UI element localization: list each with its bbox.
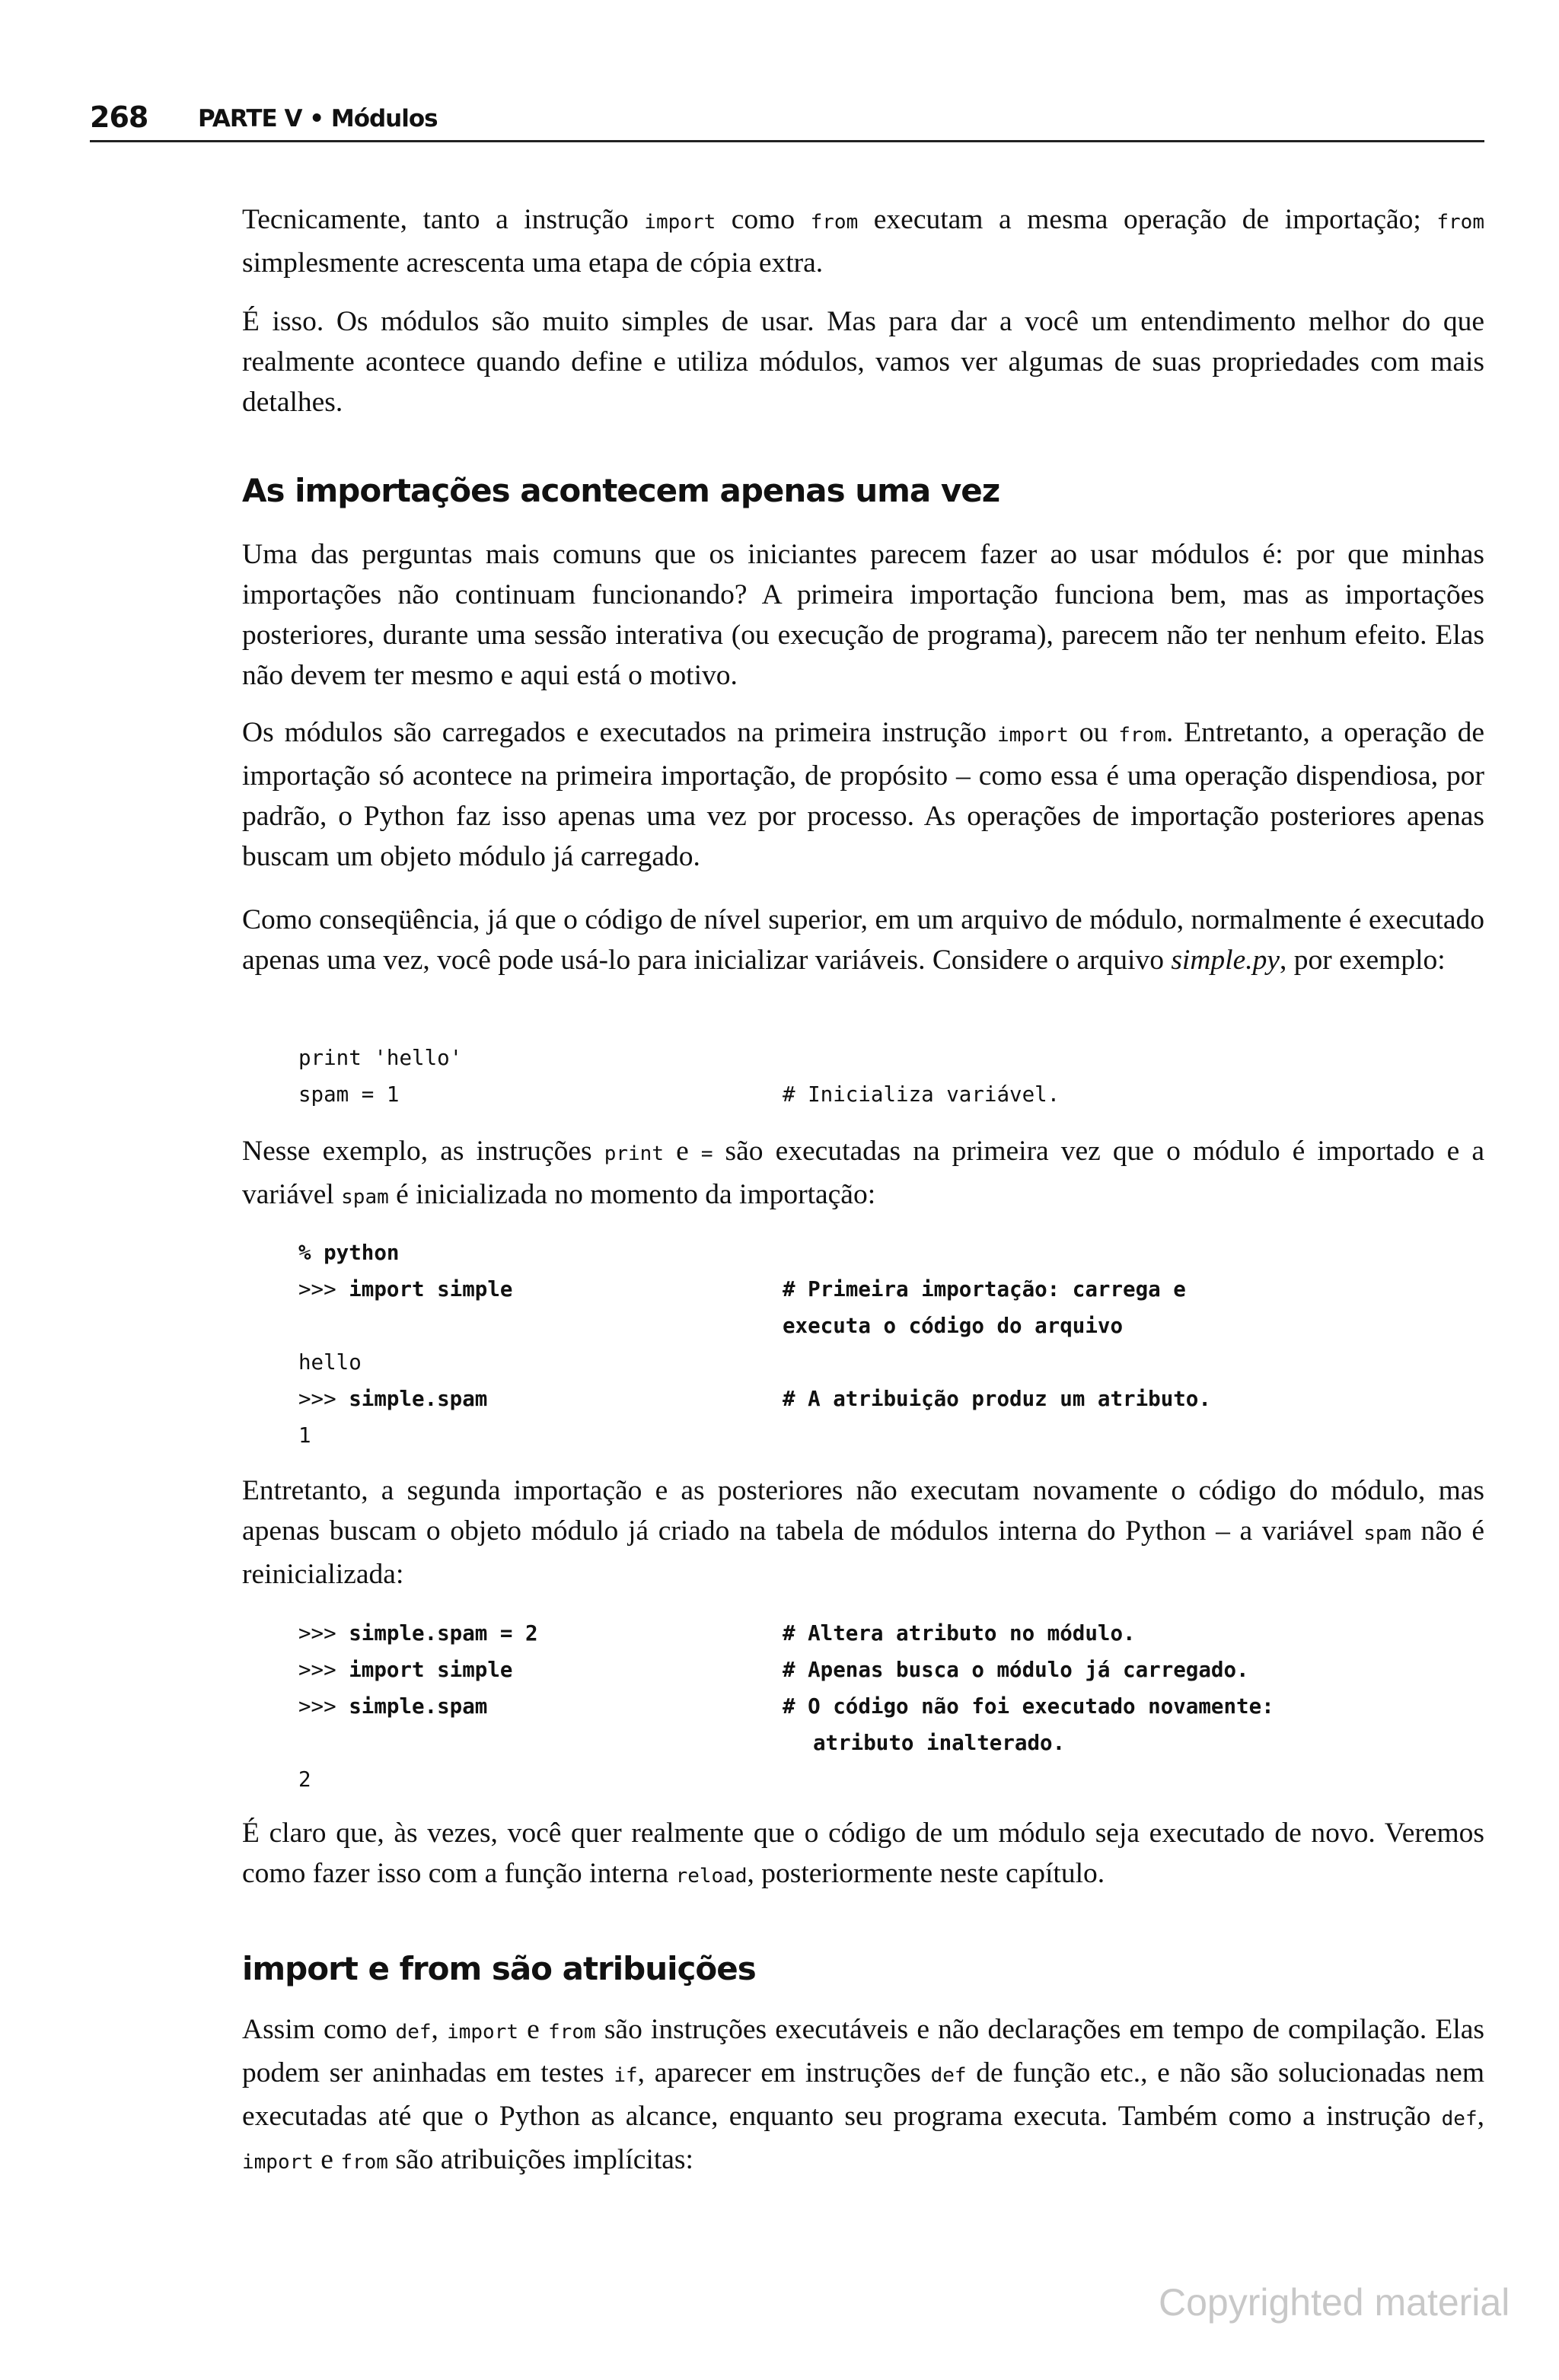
paragraph-2: É isso. Os módulos são muito simples de usar. Mas para dar a você um entendimento melhor do que realmente acontece quando define e utiliza módulos, vamos ver algumas de suas propriedades com mais detalhes.: [242, 306, 1484, 418]
code-line: >>> import simple: [298, 1277, 513, 1302]
code-block-simple-py: [298, 1040, 1364, 1116]
code-line: >>> import simple: [298, 1658, 513, 1682]
paragraph-3: Uma das perguntas mais comuns que os iniciantes parecem fazer ao usar módulos é: por que minhas importações não continuam funcionando? A primeira importação funciona bem, mas as importações posteriores, durante uma sessão interativa (ou execução de programa), parecem não ter nenhum efeito. Elas não devem ter mesmo e aqui está o motivo.: [242, 539, 1484, 691]
code-line: >>> simple.spam = 2: [298, 1621, 538, 1646]
code-line: print 'hello': [298, 1046, 463, 1070]
paragraph-4: Os módulos são carregados e executados na primeira instrução import ou from. Entretanto, a operação de importação só acontece na primeira importação, de propósito – como essa é uma operação dispendiosa, por padrão, o Python faz isso apenas uma vez por processo. As operações de importação posteriores apenas buscam um objeto módulo já carregado.: [242, 717, 1484, 872]
code-line: 2: [298, 1767, 311, 1792]
code-comment: executa o código do arquivo: [783, 1314, 1124, 1338]
running-title: PARTE V • Módulos: [198, 105, 438, 132]
code-comment: atributo inalterado.: [813, 1731, 1066, 1755]
code-line: >>> simple.spam: [298, 1387, 488, 1411]
code-comment: # Apenas busca o módulo já carregado.: [783, 1658, 1249, 1682]
section-heading-import-from: import e from são atribuições: [242, 1950, 756, 1987]
paragraph-5: Como conseqüência, já que o código de nível superior, em um arquivo de módulo, normalmente é executado apenas uma vez, você pode usá-lo para inicializar variáveis. Considere o arquivo simple.py, por exemplo:: [242, 904, 1484, 976]
page-number: 268: [90, 100, 148, 134]
section-heading-imports-once: As importações acontecem apenas uma vez: [242, 472, 1000, 509]
running-header: [90, 94, 1484, 142]
code-block-second-import: [298, 1615, 1364, 1798]
code-line: >>> simple.spam: [298, 1694, 488, 1719]
paragraph-7: Entretanto, a segunda importação e as posteriores não executam novamente o código do módulo, mas apenas buscam o objeto módulo já criado na tabela de módulos interna do Python – a variável spam não é reinicializada:: [242, 1475, 1484, 1590]
code-line: % python: [298, 1241, 400, 1265]
code-comment: # Altera atributo no módulo.: [783, 1621, 1136, 1646]
code-comment: # Inicializa variável.: [783, 1082, 1060, 1107]
paragraph-1: Tecnicamente, tanto a instrução import como from executam a mesma operação de importação; from simplesmente acrescenta uma etapa de cópia extra.: [242, 204, 1484, 279]
paragraph-8: É claro que, às vezes, você quer realmente que o código de um módulo seja executado de novo. Veremos como fazer isso com a função interna reload, posteriormente neste capítulo.: [242, 1818, 1484, 1889]
paragraph-6: Nesse exemplo, as instruções print e = são executadas na primeira vez que o módulo é importado e a variável spam é inicializada no momento da importação:: [242, 1136, 1484, 1210]
copyright-watermark: Copyrighted material: [1159, 2281, 1510, 2324]
code-comment: # A atribuição produz um atributo.: [783, 1387, 1211, 1411]
code-comment: # Primeira importação: carrega e: [783, 1277, 1186, 1302]
code-line: spam = 1: [298, 1082, 400, 1107]
code-line: 1: [298, 1423, 311, 1448]
paragraph-9: Assim como def, import e from são instruções executáveis e não declarações em tempo de compilação. Elas podem ser aninhadas em testes if, aparecer em instruções def de função etc., e não são solucionadas nem executadas até que o Python as alcance, enquanto seu programa executa. Também como a instrução def, import e from são atribuições implícitas:: [242, 2014, 1484, 2175]
code-block-first-import: [298, 1235, 1364, 1455]
code-line: hello: [298, 1350, 362, 1375]
code-comment: # O código não foi executado novamente:: [783, 1694, 1274, 1719]
